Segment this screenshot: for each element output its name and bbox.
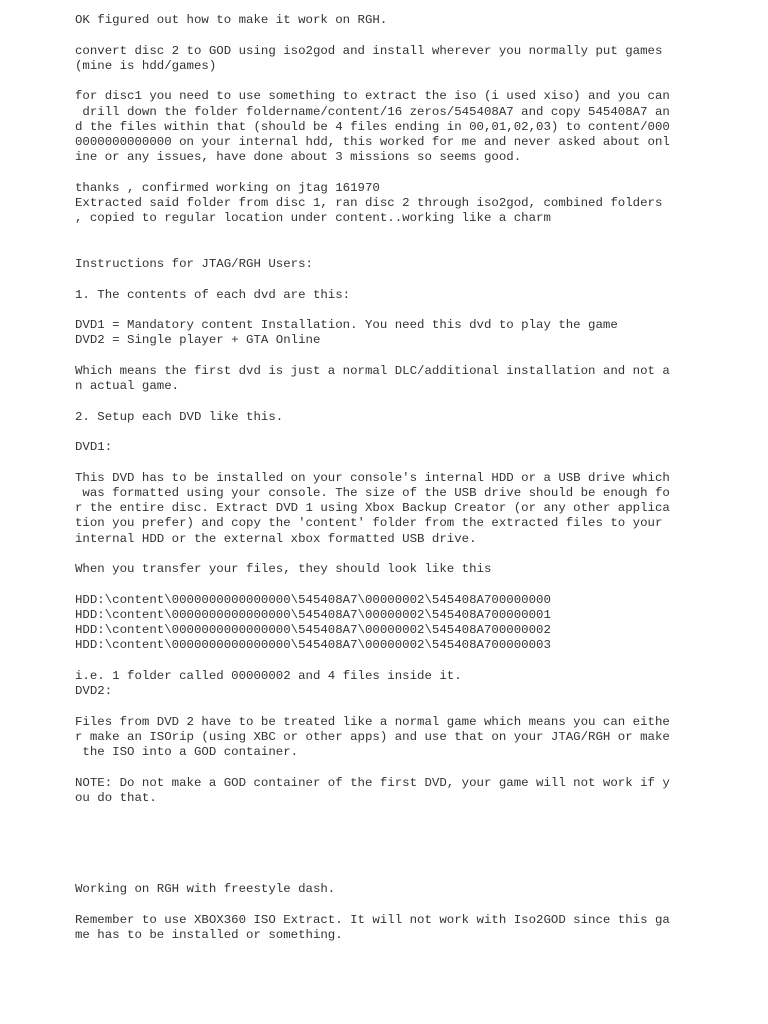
text-line — [75, 577, 735, 592]
text-line: This DVD has to be installed on your console's internal HDD or a USB drive which — [75, 470, 670, 485]
text-line: r make an ISOrip (using XBC or other apps) and use that on your JTAG/RGH or make — [75, 729, 670, 744]
text-line — [75, 837, 735, 852]
text-line: drill down the folder foldername/content/16 zeros/545408A7 and copy 545408A7 an — [75, 104, 670, 119]
text-line — [75, 166, 735, 181]
text-line — [75, 242, 735, 257]
text-line: for disc1 you need to use something to extract the iso (i used xiso) and you can — [75, 89, 670, 104]
text-line: thanks , confirmed working on jtag 161970 — [75, 180, 380, 195]
text-line — [75, 821, 735, 836]
text-line — [75, 349, 735, 364]
text-line: Instructions for JTAG/RGH Users: — [75, 257, 313, 271]
text-line: (mine is hdd/games) — [75, 58, 217, 73]
text-document — [75, 13, 735, 943]
text-line: Working on RGH with freestyle dash. — [75, 882, 336, 897]
text-line: convert disc 2 to GOD using iso2god and install wherever you normally put games — [75, 43, 663, 58]
text-line: ine or any issues, have done about 3 missions so seems good. — [75, 150, 522, 165]
text-line: OK figured out how to make it work on RGH. — [75, 13, 388, 27]
text-line — [75, 806, 735, 821]
text-line: DVD2: — [75, 684, 113, 698]
text-line: DVD1: — [75, 440, 113, 454]
text-line — [75, 898, 735, 913]
text-line: 2. Setup each DVD like this. — [75, 409, 284, 424]
text-line: was formatted using your console. The size of the USB drive should be enough fo — [75, 485, 670, 500]
text-line: When you transfer your files, they should look like this — [75, 562, 492, 576]
text-line: HDD:\content\0000000000000000\545408A7\00000002\545408A700000001 — [75, 607, 551, 622]
text-line: HDD:\content\0000000000000000\545408A7\00000002\545408A700000003 — [75, 638, 551, 653]
text-line — [75, 425, 735, 440]
text-line: DVD2 = Single player + GTA Online — [75, 333, 321, 348]
text-line: 1. The contents of each dvd are this: — [75, 287, 351, 302]
text-line: internal HDD or the external xbox formatted USB drive. — [75, 531, 477, 546]
text-line — [75, 272, 735, 287]
text-line: tion you prefer) and copy the 'content' folder from the extracted files to your — [75, 516, 663, 531]
text-line: Remember to use XBOX360 ISO Extract. It will not work with Iso2GOD since this ga — [75, 912, 670, 927]
text-line: r the entire disc. Extract DVD 1 using Xbox Backup Creator (or any other applica — [75, 501, 670, 515]
text-line — [75, 760, 735, 775]
text-line — [75, 654, 735, 669]
text-line: NOTE: Do not make a GOD container of the first DVD, your game will not work if y — [75, 775, 670, 790]
text-line — [75, 867, 735, 882]
text-line: me has to be installed or something. — [75, 928, 343, 942]
text-line: HDD:\content\0000000000000000\545408A7\00000002\545408A700000000 — [75, 592, 551, 607]
text-line — [75, 699, 735, 714]
text-line: , copied to regular location under content..working like a charm — [75, 211, 551, 226]
text-line — [75, 547, 735, 562]
text-line: Extracted said folder from disc 1, ran disc 2 through iso2god, combined folders — [75, 196, 663, 210]
text-line: ou do that. — [75, 790, 157, 805]
text-line: HDD:\content\0000000000000000\545408A7\00000002\545408A700000002 — [75, 623, 551, 637]
text-line: n actual game. — [75, 379, 180, 393]
text-line — [75, 455, 735, 470]
text-line — [75, 74, 735, 89]
text-line — [75, 227, 735, 242]
text-line: 0000000000000 on your internal hdd, this worked for me and never asked about onl — [75, 135, 670, 149]
text-line: Which means the first dvd is just a normal DLC/additional installation and not a — [75, 363, 670, 378]
text-line — [75, 303, 735, 318]
text-line: DVD1 = Mandatory content Installation. You need this dvd to play the game — [75, 318, 618, 332]
text-line: the ISO into a GOD container. — [75, 745, 299, 759]
text-line — [75, 852, 735, 867]
text-line: i.e. 1 folder called 00000002 and 4 files inside it. — [75, 668, 462, 683]
text-line: d the files within that (should be 4 files ending in 00,01,02,03) to content/000 — [75, 119, 670, 134]
text-line: Files from DVD 2 have to be treated like a normal game which means you can eithe — [75, 714, 670, 729]
text-line — [75, 394, 735, 409]
text-line — [75, 28, 735, 43]
